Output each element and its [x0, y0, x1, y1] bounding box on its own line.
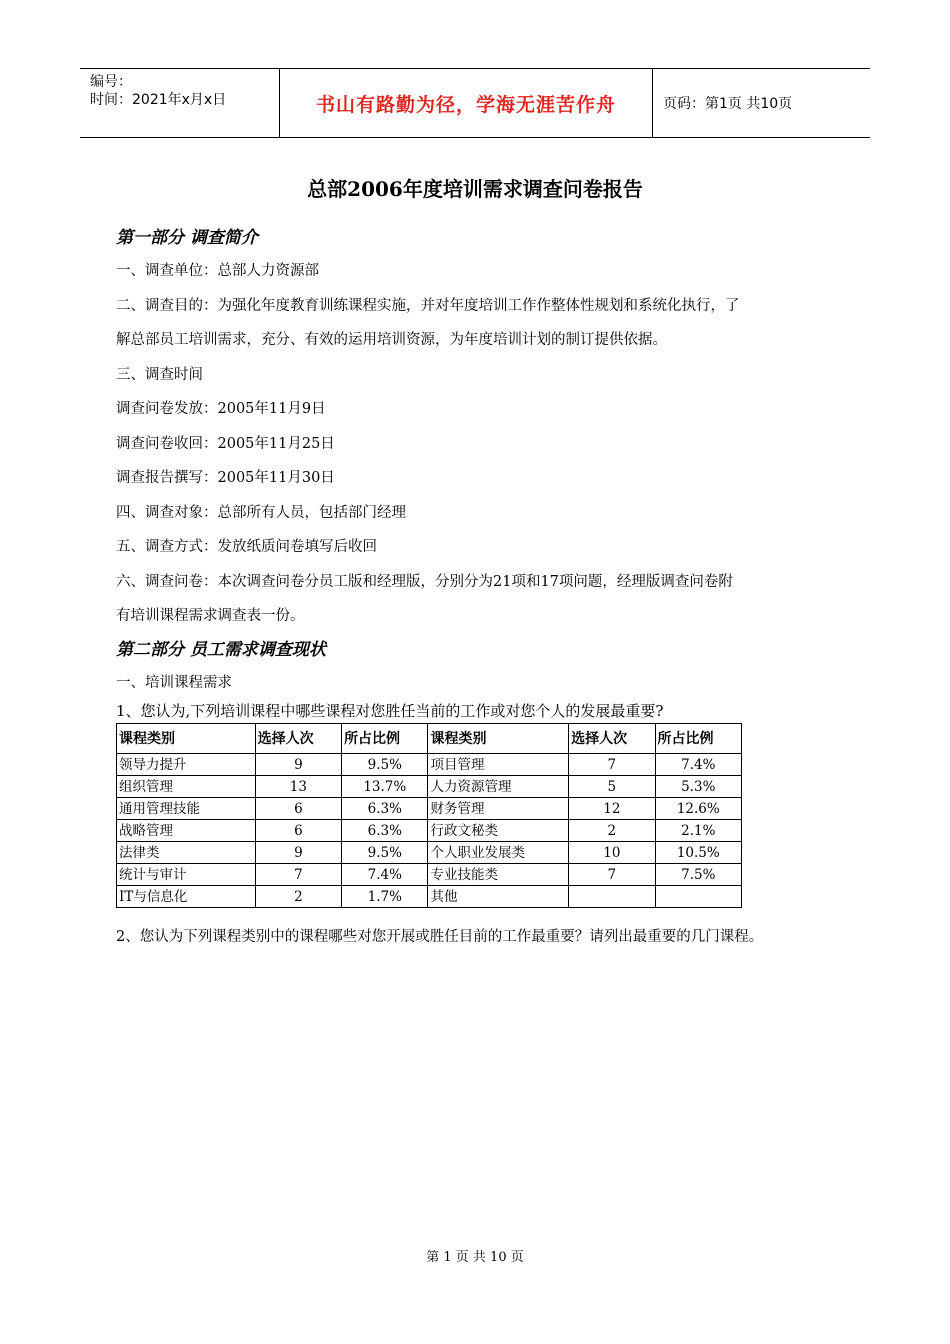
paragraph-line: 调查问卷收回：2005年11月25日 — [116, 435, 335, 452]
table-row — [117, 754, 742, 776]
table-cell: 12.6% — [655, 798, 741, 820]
table-cell: 5.3% — [655, 776, 741, 798]
column-header: 课程类别 — [428, 724, 569, 754]
table-cell: 10 — [569, 842, 655, 864]
paragraph-line: 调查问卷发放：2005年11月9日 — [116, 401, 326, 417]
column-header: 所占比例 — [342, 724, 428, 754]
table-cell: 领导力提升 — [117, 754, 256, 776]
table-cell: IT与信息化 — [117, 886, 256, 908]
table-row — [117, 820, 742, 842]
table-cell: 行政文秘类 — [428, 820, 569, 842]
table-cell: 法律类 — [117, 842, 256, 864]
table-cell: 7 — [569, 864, 655, 886]
course-demand-table — [116, 723, 742, 908]
table-cell: 战略管理 — [117, 820, 256, 842]
table-cell: 财务管理 — [428, 798, 569, 820]
table-header-row — [117, 724, 742, 754]
table-cell: 13 — [255, 776, 341, 798]
table-cell: 7.5% — [655, 864, 741, 886]
question-1: 1、您认为,下列培训课程中哪些课程对您胜任当前的工作或对您个人的发展最重要? — [116, 702, 664, 720]
table-cell: 7.4% — [655, 754, 741, 776]
column-header: 选择人次 — [255, 724, 341, 754]
table-cell: 6 — [255, 798, 341, 820]
table-cell: 7 — [255, 864, 341, 886]
table-row — [117, 776, 742, 798]
paragraph-line: 调查报告撰写：2005年11月30日 — [116, 470, 335, 486]
table-cell: 9.5% — [342, 842, 428, 864]
column-header: 课程类别 — [117, 724, 256, 754]
page-footer: 第 1 页 共 10 页 — [426, 1250, 524, 1265]
paragraph-line: 解总部员工培训需求，充分、有效的运用培训资源，为年度培训计划的制订提供依据。 — [116, 332, 667, 348]
table-cell: 5 — [569, 776, 655, 798]
question-2: 2、您认为下列课程类别中的课程哪些对您开展或胜任目前的工作最重要？请列出最重要的几门课程。 — [116, 929, 764, 945]
table-cell: 2 — [569, 820, 655, 842]
page-header — [80, 68, 870, 138]
paragraph-line: 六、调查问卷：本次调查问卷分员工版和经理版，分别分为21项和17项问题，经理版调查问卷附 — [116, 573, 733, 590]
table-cell: 其他 — [428, 886, 569, 908]
table-row — [117, 798, 742, 820]
table-cell: 7 — [569, 754, 655, 776]
table-cell: 个人职业发展类 — [428, 842, 569, 864]
document-number: 编号： — [90, 74, 132, 90]
table-cell: 2 — [255, 886, 341, 908]
table-cell: 人力资源管理 — [428, 776, 569, 798]
table-cell: 10.5% — [655, 842, 741, 864]
table-cell: 项目管理 — [428, 754, 569, 776]
table-cell: 1.7% — [342, 886, 428, 908]
column-header: 所占比例 — [655, 724, 741, 754]
table-cell: 2.1% — [655, 820, 741, 842]
table-row — [117, 842, 742, 864]
table-cell: 6 — [255, 820, 341, 842]
table-cell: 6.3% — [342, 798, 428, 820]
table-cell: 组织管理 — [117, 776, 256, 798]
table-cell: 9 — [255, 754, 341, 776]
paragraph-line: 有培训课程需求调查表一份。 — [116, 608, 305, 624]
header-page-info: 页码：第1页 共10页 — [663, 96, 793, 112]
document-title: 总部2006年度培训需求调查问卷报告 — [307, 177, 643, 201]
table-cell: 7.4% — [342, 864, 428, 886]
table-cell: 通用管理技能 — [117, 798, 256, 820]
part2-subheading: 一、培训课程需求 — [116, 674, 232, 691]
paragraph-line: 一、调查单位：总部人力资源部 — [116, 263, 319, 279]
document-date: 时间：2021年x月x日 — [90, 92, 227, 108]
table-cell: 13.7% — [342, 776, 428, 798]
document-body — [116, 222, 836, 954]
part1-lines — [116, 254, 836, 634]
header-meta — [80, 69, 280, 137]
table-cell: 9 — [255, 842, 341, 864]
paragraph-line: 四、调查对象：总部所有人员，包括部门经理 — [116, 504, 406, 521]
paragraph-line: 二、调查目的：为强化年度教育训练课程实施，并对年度培训工作作整体性规划和系统化执行，了 — [116, 297, 740, 314]
table-cell — [655, 886, 741, 908]
table-cell: 9.5% — [342, 754, 428, 776]
table-cell: 12 — [569, 798, 655, 820]
paragraph-line: 五、调查方式：发放纸质问卷填写后收回 — [116, 539, 377, 555]
table-cell: 统计与审计 — [117, 864, 256, 886]
column-header: 选择人次 — [569, 724, 655, 754]
table-cell — [569, 886, 655, 908]
table-body — [117, 754, 742, 908]
table-cell: 6.3% — [342, 820, 428, 842]
paragraph-line: 三、调查时间 — [116, 366, 203, 383]
part2-heading: 第二部分 员工需求调查现状 — [116, 639, 326, 660]
table-row — [117, 886, 742, 908]
table-cell: 专业技能类 — [428, 864, 569, 886]
part1-heading: 第一部分 调查简介 — [116, 228, 258, 248]
header-slogan: 书山有路勤为径，学海无涯苦作舟 — [280, 69, 653, 137]
table-row — [117, 864, 742, 886]
